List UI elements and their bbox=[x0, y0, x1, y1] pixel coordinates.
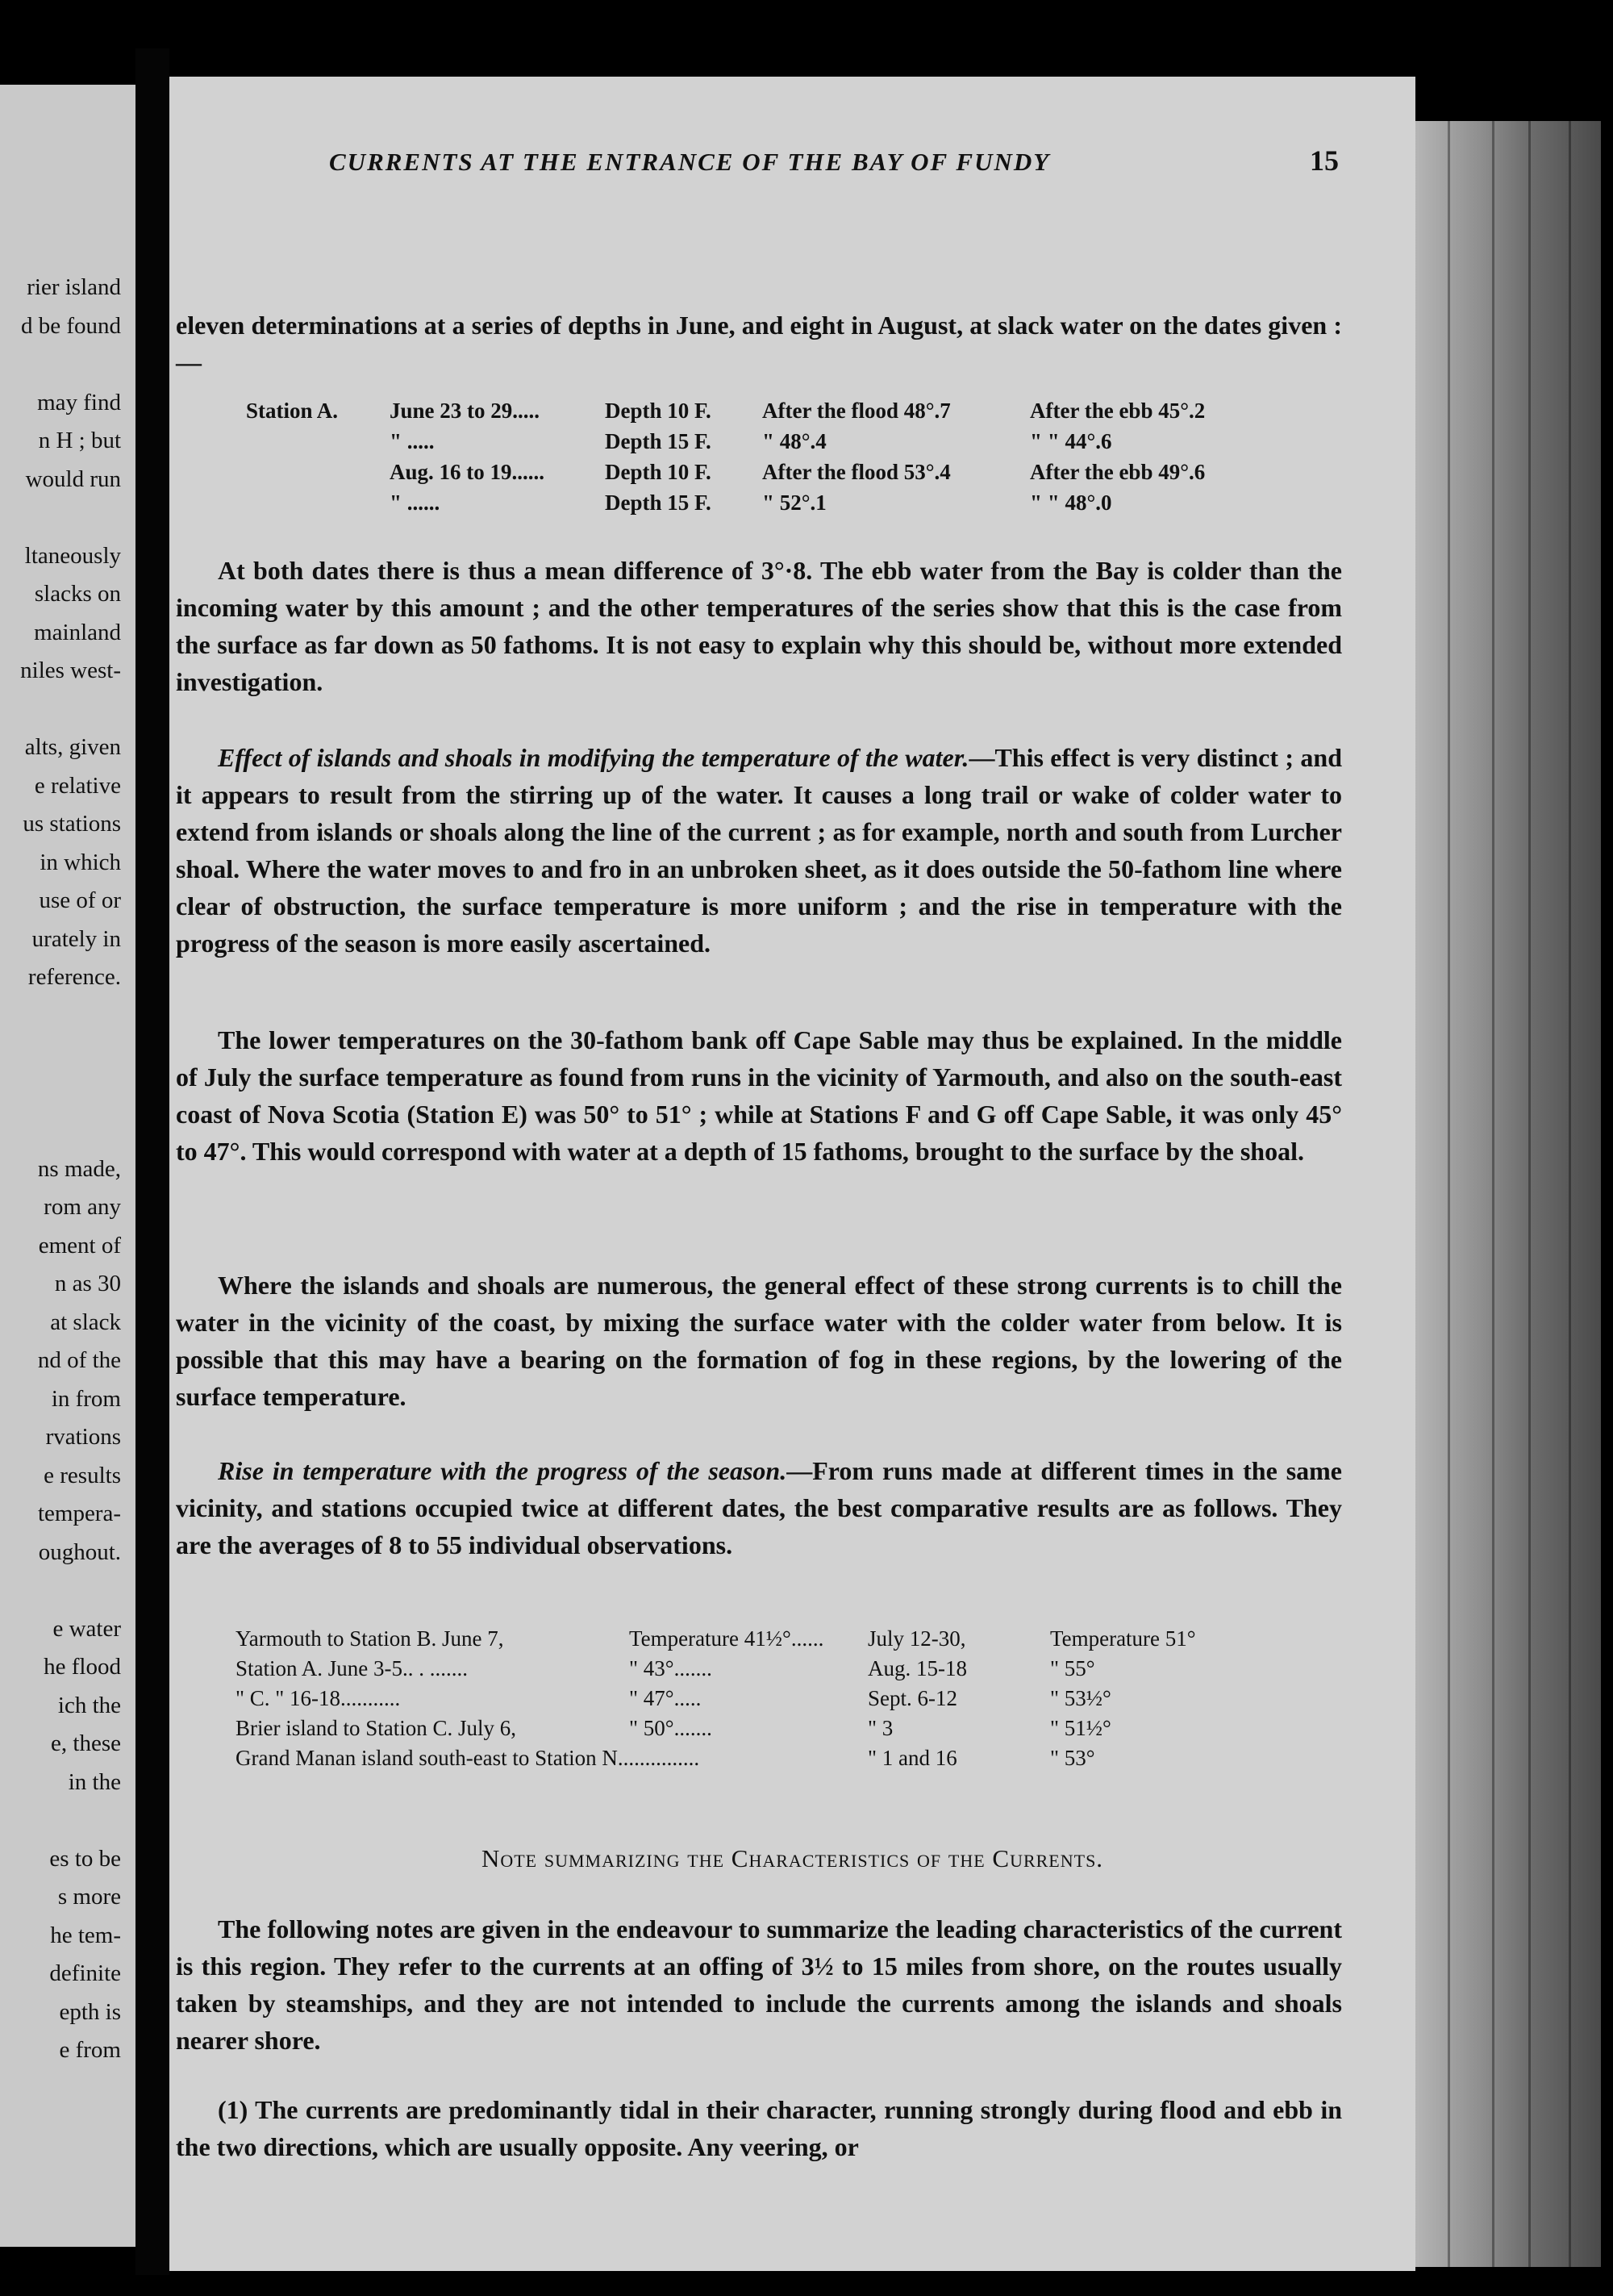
table-cell: " ...... bbox=[390, 491, 440, 515]
left-page-line: alts, given bbox=[24, 734, 121, 760]
left-page-line: ement of bbox=[38, 1232, 121, 1259]
paragraph-mean-difference: At both dates there is thus a mean difference of 3°·8. The ebb water from the Bay is colder than the incoming water by this amount ; and the other temperatures of the series show that this is the case from the surface as far down as 50 fathoms. It is not easy to explain why this should be, without more extended investigation. bbox=[176, 556, 1342, 696]
table-cell: " 50°....... bbox=[629, 1716, 712, 1740]
table-row bbox=[246, 429, 1286, 460]
left-page-line: e water bbox=[52, 1615, 121, 1642]
left-page-line: in from bbox=[51, 1385, 121, 1412]
page-edge bbox=[1415, 121, 1601, 2267]
paragraph-cape-sable: The lower temperatures on the 30-fathom bank off Cape Sable may thus be explained. In the middle of July the surface temperature as found from runs in the vicinity of Yarmouth, and also on the south-east coast of Nova Scotia (Station E) was 50° to 51° ; while at Stations F and G off Cape Sable, it was only 45° to 47°. This would correspond with water at a depth of 15 fathoms, brought to the surface by the shoal. bbox=[176, 1025, 1342, 1166]
table-row bbox=[235, 1746, 1284, 1776]
left-page-line: n H ; but bbox=[38, 428, 121, 453]
left-page-line: rvations bbox=[45, 1424, 121, 1450]
table-cell: " 53° bbox=[1050, 1746, 1095, 1770]
table-cell: " C. " 16-18........... bbox=[235, 1686, 401, 1710]
table-cell: Depth 15 F. bbox=[605, 429, 711, 453]
left-page-line: at slack bbox=[50, 1309, 121, 1335]
left-page-line: e relative bbox=[34, 772, 121, 799]
table-row bbox=[235, 1716, 1284, 1746]
table-cell: " ..... bbox=[390, 429, 435, 453]
table-cell: Aug. 15-18 bbox=[868, 1656, 967, 1680]
table-cell: Station A. June 3-5.. . ....... bbox=[235, 1656, 468, 1680]
table-row bbox=[246, 399, 1286, 429]
running-header bbox=[153, 144, 1339, 177]
left-page-line: nd of the bbox=[37, 1347, 121, 1373]
depth-temperature-table bbox=[246, 399, 1286, 521]
note-heading: Note summarizing the Characteristics of the Currents. bbox=[481, 1844, 1104, 1872]
table-cell: " 48°.4 bbox=[762, 429, 827, 453]
table-cell: After the flood 53°.4 bbox=[762, 460, 951, 484]
left-page-line: ns made, bbox=[37, 1155, 121, 1182]
table-cell: Temperature 51° bbox=[1050, 1626, 1196, 1651]
table-cell: " 43°....... bbox=[629, 1656, 712, 1680]
table-cell: Temperature 41½°...... bbox=[629, 1626, 824, 1651]
table-cell: " 55° bbox=[1050, 1656, 1095, 1680]
table-cell: Station A. bbox=[246, 399, 339, 423]
table-cell: Sept. 6-12 bbox=[868, 1686, 957, 1710]
left-page-line: may find bbox=[37, 389, 121, 415]
table-cell: Depth 15 F. bbox=[605, 491, 711, 515]
left-page-line: e from bbox=[59, 2037, 121, 2063]
table-cell: Yarmouth to Station B. June 7, bbox=[235, 1626, 504, 1651]
paragraph-fog: Where the islands and shoals are numerous, the general effect of these strong currents is to chill the water in the vicinity of the coast, by mixing the surface water with the colder water from below. It is possible that this may have a bearing on the formation of fog in these regions, by the lowering of the surface temperature. bbox=[176, 1271, 1342, 1411]
table-cell: Brier island to Station C. July 6, bbox=[235, 1716, 516, 1740]
left-page-line: niles west- bbox=[20, 657, 121, 683]
table-cell: Aug. 16 to 19...... bbox=[390, 460, 545, 484]
table-cell: " " 44°.6 bbox=[1030, 429, 1112, 453]
left-page-line: reference. bbox=[27, 964, 121, 990]
left-page-line: oughout. bbox=[38, 1538, 121, 1565]
table-row bbox=[235, 1626, 1284, 1656]
paragraph-islands-shoals: Effect of islands and shoals in modifying the temperature of the water.—This effect is very distinct ; and it appears to result from the stirring up of the water. It causes a long trail or wake of colder water to extend from islands or shoals along the line of the current ; as for example, north and south from Lurcher shoal. Where the water moves to and fro in an unbroken sheet, as it does outside the 50-fathom line where clear of obstruction, the surface temperature is more uniform ; and the rise in temperature with the progress of the season is more easily ascertained. bbox=[176, 743, 1343, 958]
table-cell: " 53½° bbox=[1050, 1686, 1111, 1710]
left-page-line: he tem- bbox=[50, 1922, 121, 1948]
table-cell: Depth 10 F. bbox=[605, 460, 711, 484]
left-page-line: would run bbox=[25, 465, 121, 492]
left-page-line: ich the bbox=[57, 1692, 121, 1718]
table-cell: " 47°..... bbox=[629, 1686, 702, 1710]
left-page-line: s more bbox=[57, 1884, 121, 1910]
left-page-line: slacks on bbox=[34, 581, 121, 607]
left-page-line: n as 30 bbox=[54, 1271, 121, 1296]
table-cell: " 52°.1 bbox=[762, 491, 827, 515]
left-page-line: es to be bbox=[49, 1845, 121, 1872]
table-cell: After the ebb 49°.6 bbox=[1030, 460, 1206, 484]
header-title: CURRENTS AT THE ENTRANCE OF THE BAY OF FUNDY bbox=[329, 148, 1051, 176]
section-heading-islands: Effect of islands and shoals in modifying the temperature of the water. bbox=[218, 743, 969, 772]
table-cell: " 3 bbox=[868, 1716, 894, 1740]
left-page-line: he flood bbox=[44, 1654, 121, 1680]
table-cell: " 1 and 16 bbox=[868, 1746, 957, 1770]
paragraph-summary-intro: The following notes are given in the endeavour to summarize the leading characteristics of the current is this region. They refer to the currents at an offing of 3½ to 15 miles from shore, on the routes usually taken by steamships, and they are not intended to include the currents among the islands and shoals nearer shore. bbox=[176, 1914, 1342, 2055]
left-page-line: epth is bbox=[59, 1998, 121, 2025]
table-row bbox=[235, 1656, 1284, 1686]
left-page-line: e results bbox=[44, 1462, 121, 1488]
table-row bbox=[235, 1686, 1284, 1716]
left-page-line: us stations bbox=[23, 811, 121, 837]
left-page-line: d be found bbox=[20, 312, 121, 339]
table-cell: June 23 to 29..... bbox=[390, 399, 540, 423]
book-gutter bbox=[135, 48, 169, 2275]
table-row bbox=[246, 491, 1286, 521]
table-cell: After the ebb 45°.2 bbox=[1030, 399, 1206, 423]
left-page-line: rom any bbox=[44, 1194, 121, 1220]
left-page-fragment bbox=[0, 85, 135, 2247]
left-page-line: urately in bbox=[31, 925, 121, 952]
intro-paragraph: eleven determinations at a series of depths in June, and eight in August, at slack water on the dates given :— bbox=[176, 311, 1342, 377]
left-page-line: tempera- bbox=[37, 1501, 121, 1526]
table-cell: July 12-30, bbox=[868, 1626, 966, 1651]
table-cell: Depth 10 F. bbox=[605, 399, 711, 423]
table-cell: Grand Manan island south-east to Station N............... bbox=[235, 1746, 700, 1770]
left-page-line: definite bbox=[49, 1960, 121, 1986]
section-heading-season: Rise in temperature with the progress of the season. bbox=[218, 1456, 787, 1485]
paragraph-item-1: (1) The currents are predominantly tidal in their character, running strongly during flood and ebb in the two directions, which are usually opposite. Any veering, or bbox=[176, 2095, 1342, 2161]
table-cell: " 51½° bbox=[1050, 1716, 1111, 1740]
paragraph-season-rise: Rise in temperature with the progress of the season.—From runs made at different times in the same vicinity, and stations occupied twice at different dates, the best comparative results are as follows. They are the averages of 8 to 55 individual observations. bbox=[176, 1456, 1343, 1559]
left-page-line: in the bbox=[68, 1768, 121, 1795]
table-row bbox=[246, 460, 1286, 491]
table-cell: " " 48°.0 bbox=[1030, 491, 1112, 515]
left-page-line: e, these bbox=[51, 1730, 121, 1756]
table-cell: After the flood 48°.7 bbox=[762, 399, 951, 423]
left-page-line: in which bbox=[40, 849, 121, 875]
page-number: 15 bbox=[1310, 144, 1339, 177]
seasonal-temperature-table bbox=[235, 1626, 1284, 1776]
left-page-line: ltaneously bbox=[24, 542, 121, 569]
left-page-line: use of or bbox=[39, 887, 121, 913]
left-page-line: mainland bbox=[34, 619, 121, 645]
left-page-line: rier island bbox=[27, 274, 121, 300]
